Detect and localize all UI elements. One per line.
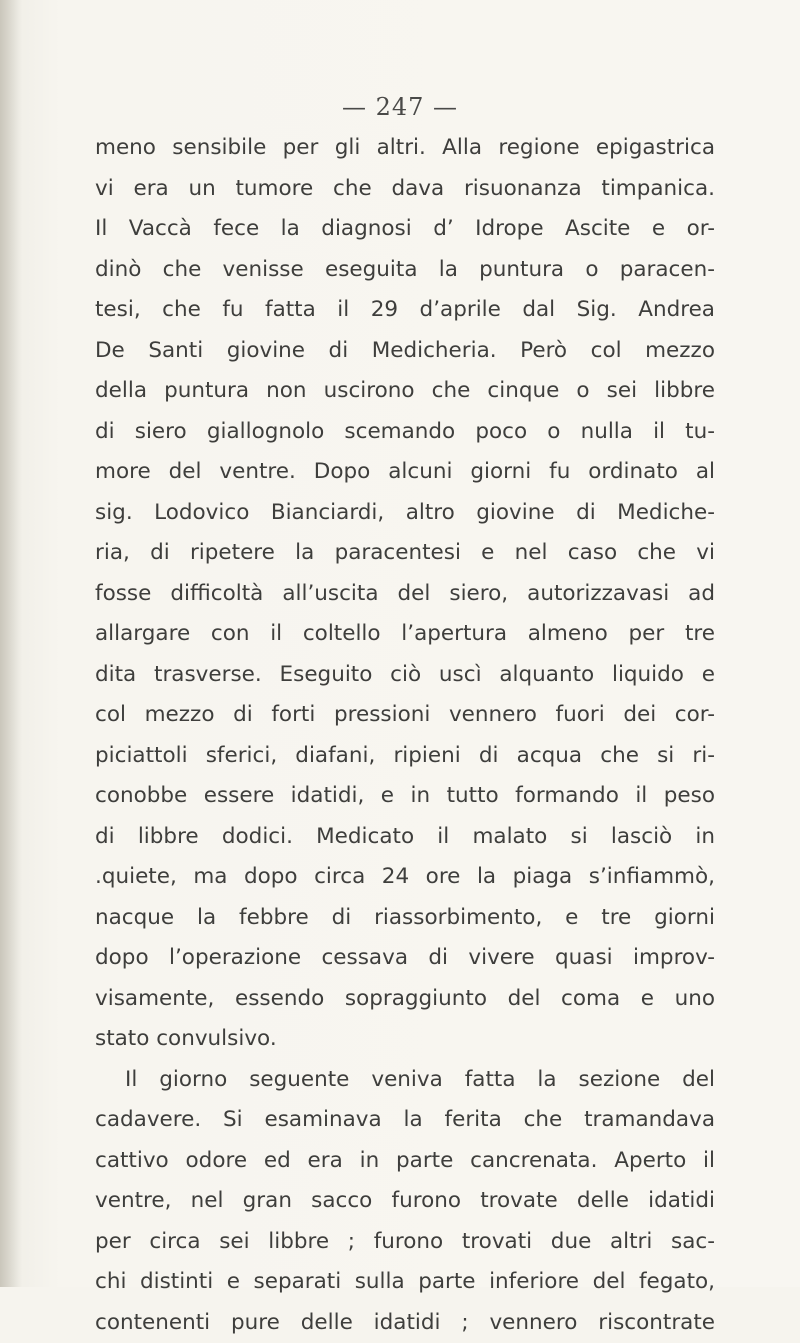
page-gutter-shadow: [0, 0, 22, 1287]
text-line: ventre, nel gran sacco furono trovate delle idatidi: [95, 1181, 715, 1222]
text-line: visamente, essendo sopraggiunto del coma e uno: [95, 979, 715, 1020]
text-line: dopo l’operazione cessava di vivere quasi improv-: [95, 938, 715, 979]
text-line: fosse difficoltà all’uscita del siero, autorizzavasi ad: [95, 574, 715, 615]
text-line: cadavere. Si esaminava la ferita che tramandava: [95, 1100, 715, 1141]
text-line: .quiete, ma dopo circa 24 ore la piaga s’infiammò,: [95, 857, 715, 898]
text-line: tesi, che fu fatta il 29 d’aprile dal Sig. Andrea: [95, 290, 715, 331]
body-text: [95, 128, 715, 1343]
text-line: conobbe essere idatidi, e in tutto formando il peso: [95, 776, 715, 817]
text-line: stato convulsivo.: [95, 1019, 715, 1060]
text-line: sig. Lodovico Bianciardi, altro giovine di Mediche-: [95, 493, 715, 534]
text-line: chi distinti e separati sulla parte inferiore del fegato,: [95, 1262, 715, 1303]
text-line: ria, di ripetere la paracentesi e nel caso che vi: [95, 533, 715, 574]
text-line: di libbre dodici. Medicato il malato si lasciò in: [95, 817, 715, 858]
text-line: vi era un tumore che dava risuonanza timpanica.: [95, 169, 715, 210]
text-line: nacque la febbre di riassorbimento, e tre giorni: [95, 898, 715, 939]
text-line: della puntura non uscirono che cinque o sei libbre: [95, 371, 715, 412]
page-number: — 247 —: [0, 93, 800, 121]
text-line: meno sensibile per gli altri. Alla regione epigastrica: [95, 128, 715, 169]
text-line: cattivo odore ed era in parte cancrenata. Aperto il: [95, 1141, 715, 1182]
text-line: col mezzo di forti pressioni vennero fuori dei cor-: [95, 695, 715, 736]
text-line: De Santi giovine di Medicheria. Però col mezzo: [95, 331, 715, 372]
text-line: more del ventre. Dopo alcuni giorni fu ordinato al: [95, 452, 715, 493]
text-line: dinò che venisse eseguita la puntura o paracen-: [95, 250, 715, 291]
text-line: contenenti pure delle idatidi ; vennero riscontrate: [95, 1303, 715, 1343]
text-line: Il giorno seguente veniva fatta la sezione del: [95, 1060, 715, 1101]
text-line: Il Vaccà fece la diagnosi d’ Idrope Ascite e or-: [95, 209, 715, 250]
text-line: piciattoli sferici, diafani, ripieni di acqua che si ri-: [95, 736, 715, 777]
text-line: dita trasverse. Eseguito ciò uscì alquanto liquido e: [95, 655, 715, 696]
text-line: per circa sei libbre ; furono trovati due altri sac-: [95, 1222, 715, 1263]
text-line: di siero giallognolo scemando poco o nulla il tu-: [95, 412, 715, 453]
text-line: allargare con il coltello l’apertura almeno per tre: [95, 614, 715, 655]
